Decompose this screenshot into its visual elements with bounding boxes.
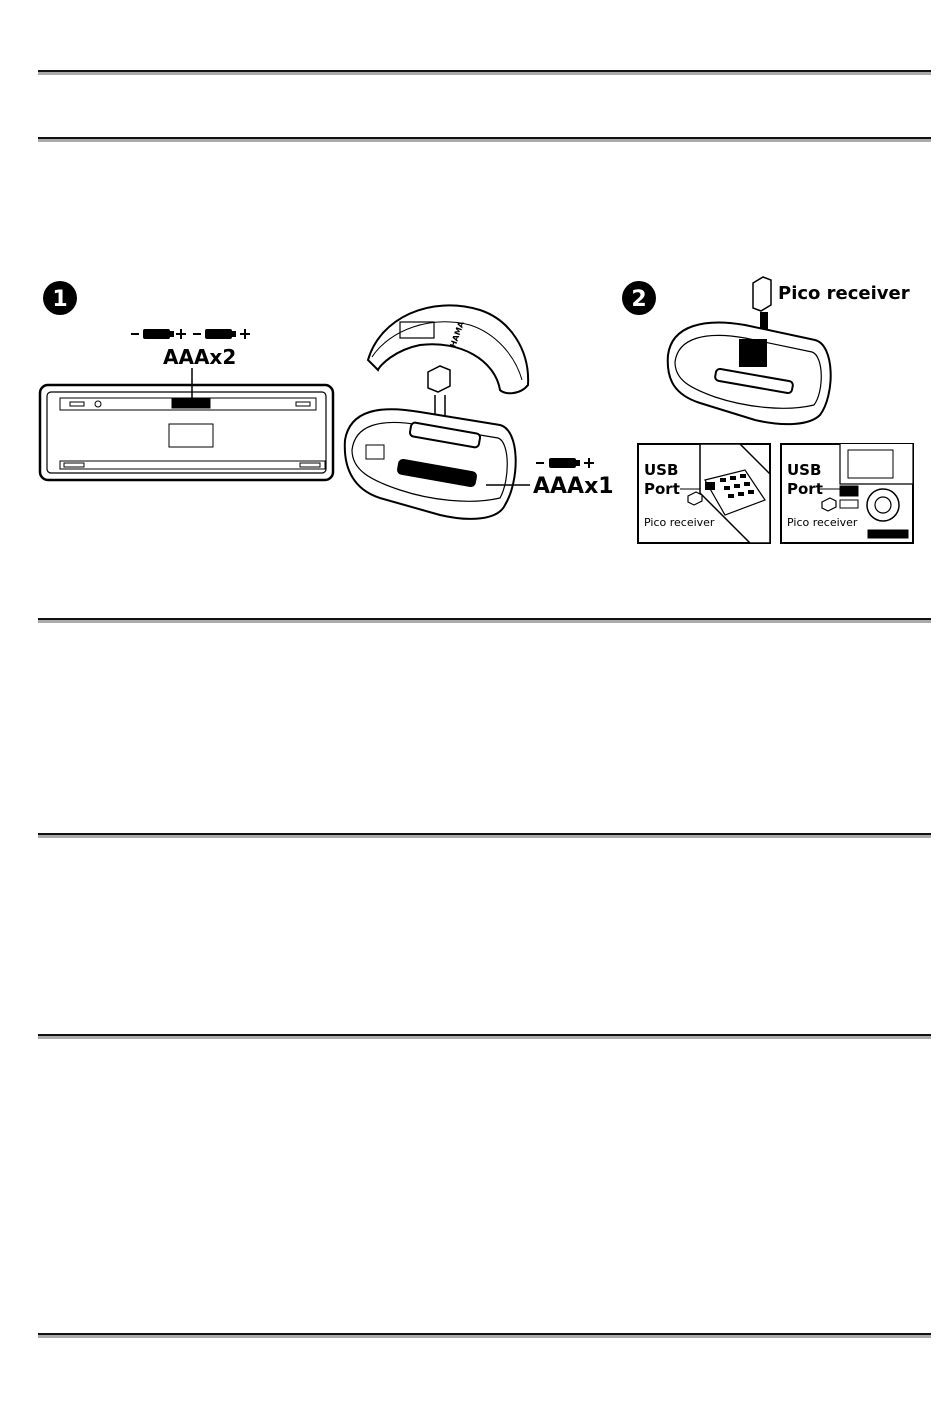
mouse-battery-label: AAAx1 <box>533 474 614 499</box>
keyboard-battery-icons <box>131 329 250 339</box>
pico-receiver-small <box>428 366 450 420</box>
desktop-usb-port-line2: Port <box>787 480 823 498</box>
keyboard-underside <box>40 385 333 480</box>
laptop-usb-port-line2: Port <box>644 480 680 498</box>
step-2-badge <box>622 281 656 315</box>
desktop-usb-port-line1: USB <box>787 461 822 479</box>
keyboard-battery-label: AAAx2 <box>163 345 237 369</box>
mouse-base-step2 <box>668 323 831 425</box>
laptop-usb-port-line1: USB <box>644 461 679 479</box>
desktop-pico-receiver-label: Pico receiver <box>787 516 858 529</box>
laptop-pico-receiver-label: Pico receiver <box>644 516 715 529</box>
pico-receiver-label: Pico receiver <box>778 283 910 304</box>
step-2-number: 2 <box>631 287 647 312</box>
mouse-brand-mark: HAMA <box>448 320 467 349</box>
mouse-open-base <box>345 409 516 519</box>
step-1-badge <box>43 281 77 315</box>
mouse-battery-icon <box>536 458 594 468</box>
step-1-number: 1 <box>52 287 68 312</box>
